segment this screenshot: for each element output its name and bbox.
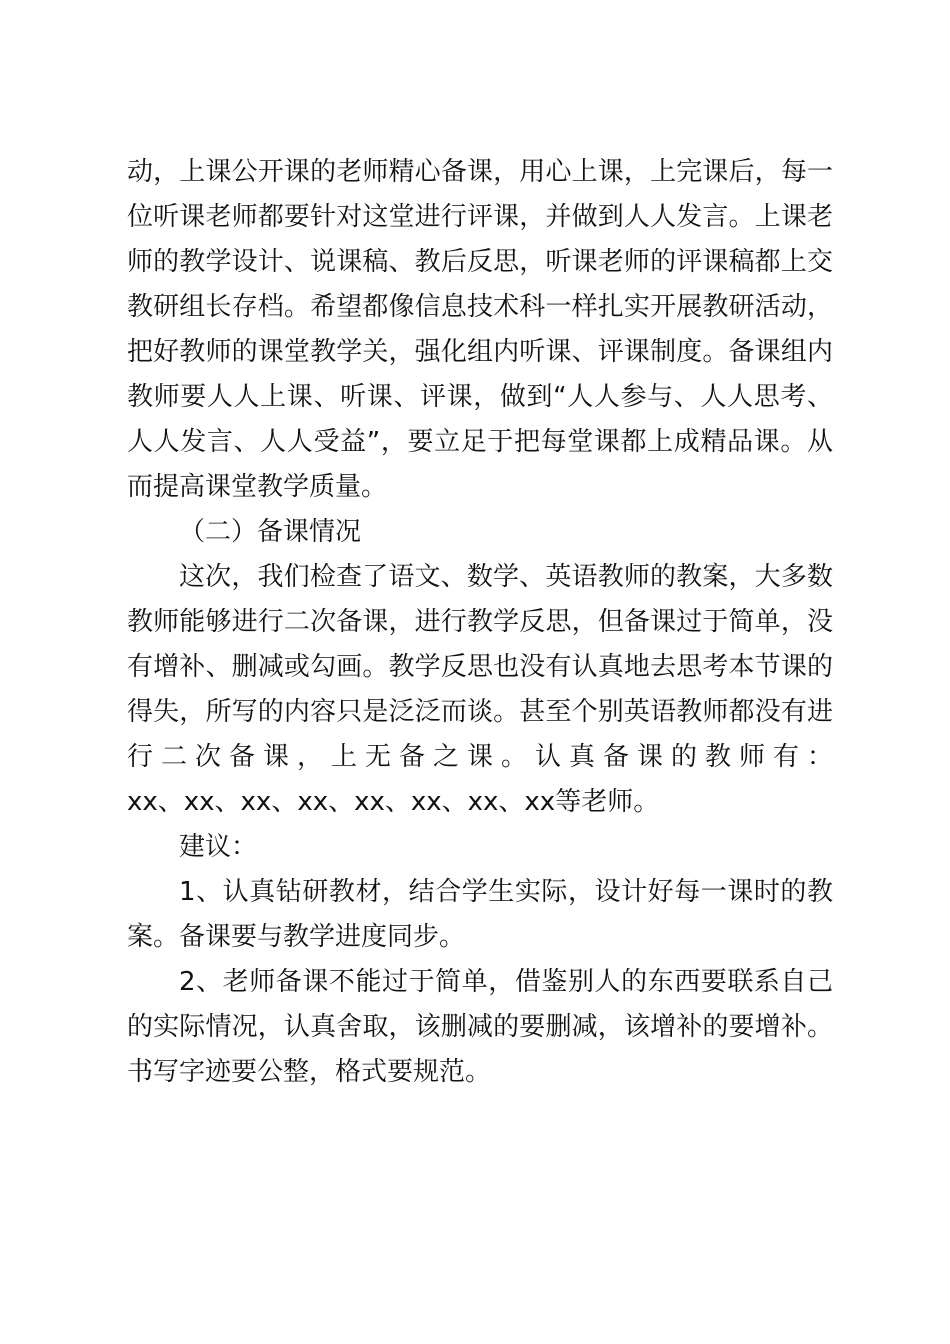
paragraph-teaching-research: 动，上课公开课的老师精心备课，用心上课，上完课后，每一位听课老师都要针对这堂进行评课，并做到人人发言。上课老师的教学设计、说课稿、教后反思，听课老师的评课稿都上交教研组长存档。希望都像信息技术科一样扎实开展教研活动，把好教师的课堂教学关，强化组内听课、评课制度。备课组内教师要人人上课、听课、评课，做到“人人参与、人人思考、人人发言、人人受益”，要立足于把每堂课都上成精品课。从而提高课堂教学质量。 bbox=[127, 157, 833, 502]
paragraph-teacher-names: xx、xx、xx、xx、xx、xx、xx、xx等老师。 bbox=[127, 787, 660, 817]
section-heading-lesson-prep: （二）备课情况 bbox=[179, 517, 362, 547]
suggestion-item-1: 1、认真钻研教材，结合学生实际，设计好每一课时的教案。备课要与教学进度同步。 bbox=[127, 877, 833, 952]
paragraph-lesson-prep-check: 这次，我们检查了语文、数学、英语教师的教案，大多数教师能够进行二次备课，进行教学反思，但备课过于简单，没有增补、删减或勾画。教学反思也没有认真地去思考本节课的得失，所写的内容只是泛泛而谈。甚至个别英语教师都没有进行二次备课，上无备之课。认真备课的教师有： bbox=[127, 562, 833, 772]
suggestion-item-2: 2、老师备课不能过于简单，借鉴别人的东西要联系自己的实际情况，认真舍取，该删减的要删减，该增补的要增补。书写字迹要公整，格式要规范。 bbox=[127, 967, 833, 1087]
suggestions-heading: 建议： bbox=[179, 832, 258, 862]
document-body bbox=[127, 150, 833, 1095]
